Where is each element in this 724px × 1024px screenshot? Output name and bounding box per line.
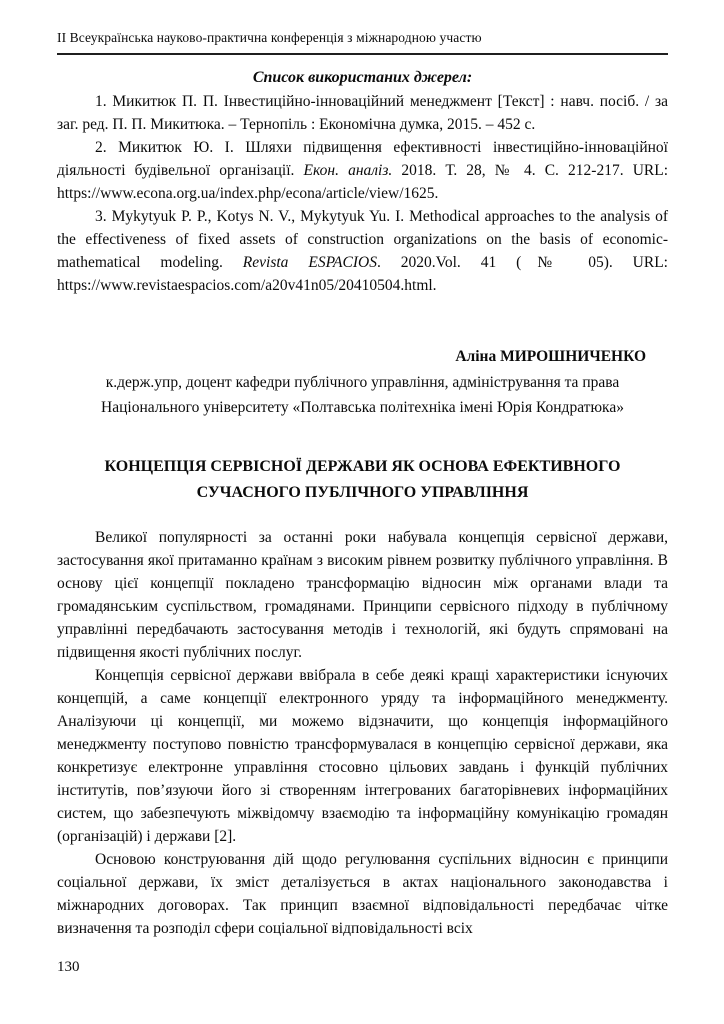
author-name: Аліна МИРОШНИЧЕНКО [455,348,646,365]
page-number: 130 [57,959,80,975]
reference-item-2 [57,136,668,205]
reference-2-journal: Екон. аналіз. [303,162,393,179]
reference-1-text: 1. Микитюк П. П. Інвестиційно-інноваційний менеджмент [Текст] : навч. посіб. / за заг. ред. П. П. Микитюка. – Тернопіль : Економічна думка, 2015. – 452 с. [57,93,668,133]
article-body [57,454,668,940]
reference-2-url: 2018. Т. 28, № 4. С. 212-217. URL: https://www.econa.org.ua/index.php/econa/article/view/1625. [57,162,668,202]
author-affiliation: к.держ.упр, доцент кафедри публічного управління, адміністрування та права Національного університету «Полтавська політехніка імені Юрія Кондратюка» [101,374,624,416]
reference-3-url: . 2020.Vol. 41 (№ 05). URL: https://www.revistaespacios.com/a20v41n05/20410504.html. [57,254,668,294]
reference-3-journal: Revista ESPACIOS [242,254,377,271]
article-title: КОНЦЕПЦІЯ СЕРВІСНОЇ ДЕРЖАВИ ЯК ОСНОВА ЕФЕКТИВНОГО СУЧАСНОГО ПУБЛІЧНОГО УПРАВЛІННЯ [104,458,621,501]
author-block [57,345,668,420]
references-heading: Список використаних джерел: [252,69,473,86]
article-paragraph-3: Основою конструювання дій щодо регулювання суспільних відносин є принципи соціальної держави, їх зміст деталізується в актах національного законодавства і міжнародних договорах. Так принцип взаємної відповідальності передбачає чітке визначення та розподіл сфери соціальної відповідальності всіх [57,851,668,937]
conference-title: ІІ Всеукраїнська науково-практична конференція з міжнародною участю [57,30,482,45]
article-paragraph-1: Великої популярності за останні роки набувала концепція сервісної держави, застосування якої притаманно країнам з високим рівнем розвитку публічного управління. В основу цієї концепції покладено трансформацію відносин між органами влади та громадянським суспільством, громадянами. Принципи сервісного підходу в публічному управлінні передбачають застосування методів і технологій, які будуть спрямовані на підвищення якості публічних послуг. [57,529,668,661]
article-paragraph-2: Концепція сервісної держави ввібрала в себе деякі кращі характеристики існуючих концепцій, а саме концепції електронного уряду та інформаційного менеджменту. Аналізуючи ці концепції, ми можемо відзначити, що концепція інформаційного менеджменту поступово повністю трансформувалася в концепцію сервісної держави, яка конкретизує електронне управління стосовно цільових завдань і функцій публічних інститутів, пов’язуючи його зі створенням інтегрованих багаторівневих інформаційних систем, що забезпечують міжвідомчу взаємодію та інформаційну комунікацію громадян (організацій) і держави [2]. [57,667,668,845]
reference-3-text: 3. Mykytyuk P. P., Kotys N. V., Mykytyuk Yu. I. Methodical approaches to the analysis of the effectiveness of fixed assets of construction organizations on the basis of economic-mathematical modeling. [57,208,668,271]
reference-2-text: 2. Микитюк Ю. І. Шляхи підвищення ефективності інвестиційно-інноваційної діяльності будівельної організації. [57,139,668,179]
reference-item-3 [57,205,668,297]
references-section [57,69,668,297]
running-header [57,30,668,55]
reference-item-1 [57,90,668,136]
